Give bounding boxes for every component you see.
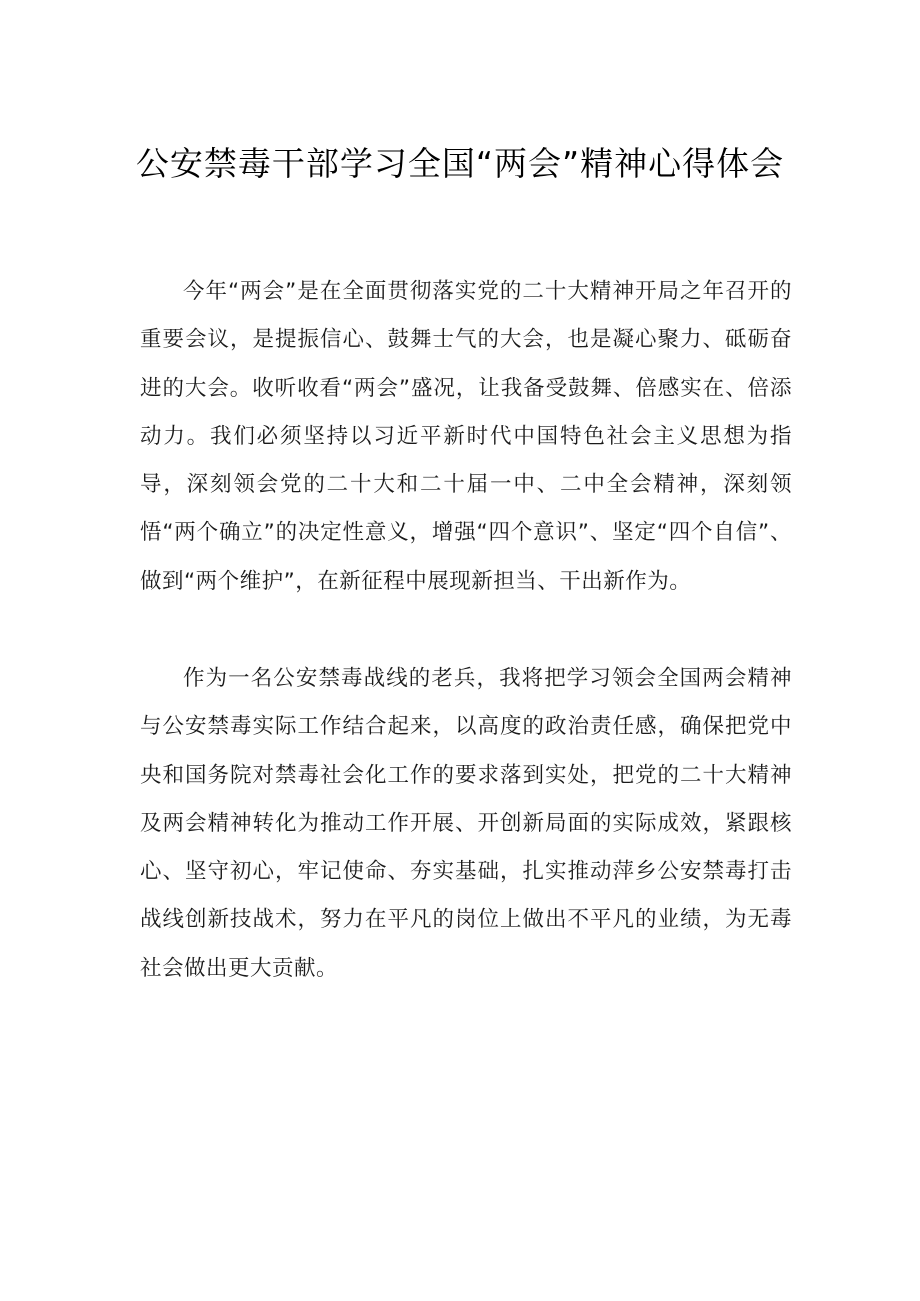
document-title: 公安禁毒干部学习全国“两会”精神心得体会	[135, 144, 785, 183]
paragraph-2: 作为一名公安禁毒战线的老兵，我将把学习领会全国两会精神与公安禁毒实际工作结合起来，以高度的政治责任感，确保把党中央和国务院对禁毒社会化工作的要求落到实处，把党的二十大精神及两会精神转化为推动工作开展、开创新局面的实际成效，紧跟核心、坚守初心，牢记使命、夯实基础，扎实推动萍乡公安禁毒打击战线创新技战术，努力在平凡的岗位上做出不平凡的业绩，为无毒社会做出更大贡献。	[140, 666, 792, 981]
paragraph-1: 今年“两会”是在全面贯彻落实党的二十大精神开局之年召开的重要会议，是提振信心、鼓舞士气的大会，也是凝心聚力、砥砺奋进的大会。收听收看“两会”盛况，让我备受鼓舞、倍感实在、倍添动力。我们必须坚持以习近平新时代中国特色社会主义思想为指导，深刻领会党的二十大和二十届一中、二中全会精神，深刻领悟“两个确立”的决定性意义，增强“四个意识”、坚定“四个自信”、做到“两个维护”，在新征程中展现新担当、干出新作为。	[140, 279, 792, 594]
